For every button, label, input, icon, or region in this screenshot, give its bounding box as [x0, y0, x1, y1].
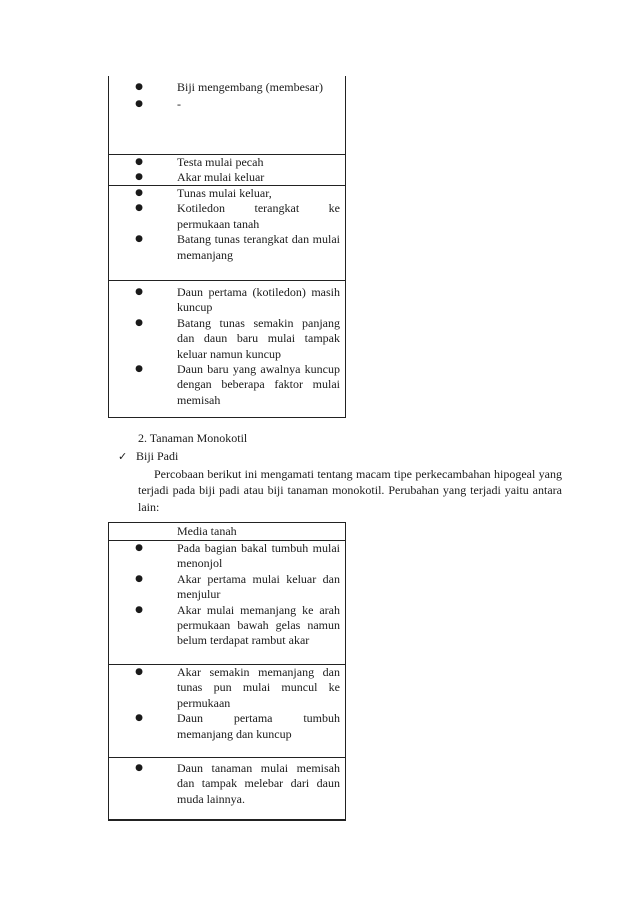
list-item: ● Pada bagian bakal tumbuh mulai menonjol — [109, 541, 345, 572]
list-item: ● Batang tunas semakin panjang dan daun baru mulai tampak keluar namun kuncup — [109, 316, 345, 362]
table-row — [109, 154, 345, 170]
list-item: ● Biji mengembang (membesar) — [109, 80, 345, 95]
bullet-icon: ● — [135, 172, 143, 182]
table-row — [109, 757, 345, 819]
intro-paragraph: Percobaan berikut ini mengamati tentang macam tipe perkecambahan hipogeal yang terjadi pada biji padi atau biji tanaman monokotil. Perubahan yang terjadi yaitu antara lain: — [138, 467, 562, 514]
bullet-icon: ● — [135, 234, 143, 245]
checkmark-icon: ✓ — [118, 450, 128, 463]
bullet-icon: ● — [135, 713, 143, 724]
growth-table-monokotil — [108, 522, 346, 821]
bullet-icon: ● — [135, 82, 143, 92]
bullet-icon: ● — [135, 543, 143, 553]
list-item: ● Akar mulai keluar — [109, 170, 345, 185]
list-item: ● Kotiledon terangkat ke permukaan tanah — [109, 201, 345, 232]
list-item: ● Daun pertama (kotiledon) masih kuncup — [109, 285, 345, 316]
bullet-icon: ● — [135, 317, 143, 328]
list-item: ● Batang tunas terangkat dan mulai memanjang — [109, 232, 345, 263]
bullet-icon: ● — [135, 157, 143, 167]
bullet-icon: ● — [135, 203, 143, 214]
bullet-icon: ● — [135, 99, 143, 110]
list-item: ● Tunas mulai keluar, — [109, 186, 345, 201]
table-header-row — [109, 523, 345, 540]
section-heading: 2. Tanaman Monokotil — [138, 431, 248, 445]
list-item: ● Testa mulai pecah — [109, 155, 345, 170]
table-row — [109, 76, 345, 154]
bullet-icon: ● — [135, 667, 143, 677]
bullet-icon: ● — [135, 364, 143, 375]
list-item: ● Daun pertama tumbuh memanjang dan kuncup — [109, 711, 345, 742]
table-row — [109, 170, 345, 185]
list-item: ● Akar semakin memanjang dan tunas pun mulai muncul ke permukaan — [109, 665, 345, 711]
bullet-icon: ● — [135, 287, 143, 297]
list-item: ● Akar pertama mulai keluar dan menjulur — [109, 572, 345, 603]
bullet-icon: ● — [135, 573, 143, 584]
growth-table-dikotil — [108, 76, 346, 418]
bullet-icon: ● — [135, 604, 143, 615]
list-item: ● Daun tanaman mulai memisah dan tampak melebar dari daun muda lainnya. — [109, 761, 345, 807]
check-item: ✓ Biji Padi — [118, 449, 179, 463]
list-item: ● Daun baru yang awalnya kuncup dengan beberapa faktor mulai memisah — [109, 362, 345, 408]
list-item: ● Akar mulai memanjang ke arah permukaan bawah gelas namun belum terdapat rambut akar — [109, 603, 345, 649]
table-header: Media tanah — [177, 524, 237, 538]
bullet-icon: ● — [135, 763, 143, 773]
table-row — [109, 540, 345, 664]
list-item: ● - — [109, 97, 345, 112]
table-row — [109, 280, 345, 417]
table-row — [109, 664, 345, 757]
table-row — [109, 185, 345, 280]
bullet-icon: ● — [135, 188, 143, 198]
